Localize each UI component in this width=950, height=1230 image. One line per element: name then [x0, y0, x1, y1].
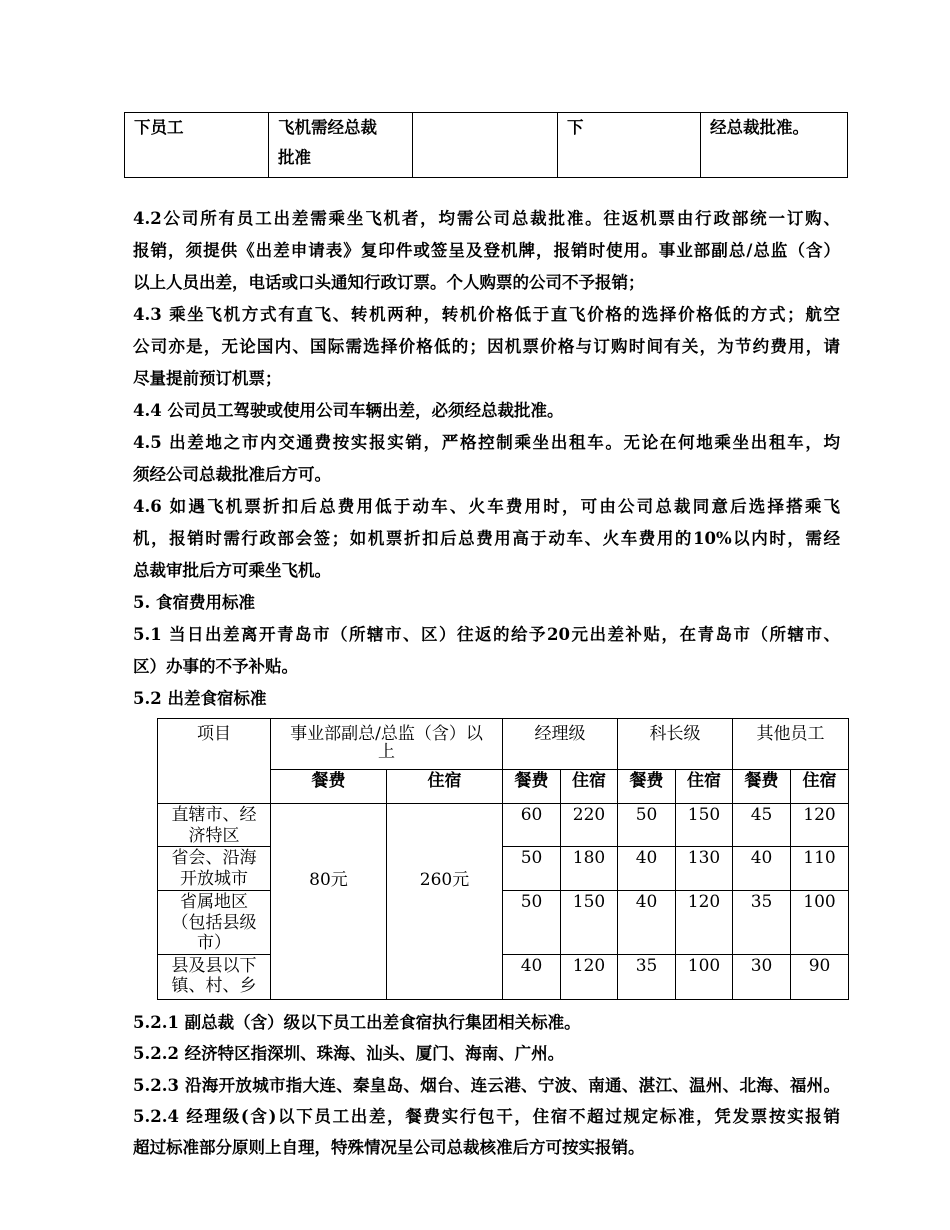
cell-text: 飞机需经总裁 — [278, 118, 377, 137]
clause-5-2-1-line: 5.2.1 副总裁（含）级以下员工出差食宿执行集团相关标准。 — [133, 1013, 581, 1032]
region-label: （包括县级 — [171, 912, 257, 933]
table-row — [125, 113, 848, 178]
header-manager: 经理级 — [503, 719, 618, 770]
clause-4-4-line: 4.4 公司员工驾驶或使用公司车辆出差，必须经总裁批准。 — [133, 401, 564, 420]
other-lodging-value: 90 — [791, 954, 849, 999]
section-chief-meal-value: 40 — [618, 847, 676, 891]
clause-5-2-heading: 5.2 出差食宿标准 — [133, 689, 267, 708]
clause-5-2-notes-block — [133, 1007, 840, 1163]
section-5-heading: 5. 食宿费用标准 — [133, 593, 255, 612]
cell-text: 经总裁批准。 — [710, 118, 809, 137]
cell-text: 下员工 — [134, 118, 184, 137]
region-label: 直辖市、经 — [171, 805, 257, 825]
region-label: 县及县以下 — [171, 955, 257, 976]
section-chief-lodging-value: 150 — [676, 804, 733, 847]
table-row — [158, 954, 849, 999]
other-lodging-value: 120 — [791, 804, 849, 847]
other-meal-value: 30 — [733, 954, 791, 999]
header-section-chief: 科长级 — [618, 719, 733, 770]
clause-4-6-line: 机，报销时需行政部会签；如机票折扣后总费用高于动车、火车费用的10%以内时，需经 — [133, 529, 840, 548]
other-lodging-value: 110 — [791, 847, 849, 891]
clause-4-3-line: 尽量提前预订机票； — [133, 369, 282, 388]
manager-meal-value: 40 — [503, 954, 561, 999]
other-meal-value: 35 — [733, 891, 791, 955]
manager-lodging-value: 180 — [561, 847, 618, 891]
clause-4-2-line: 报销，须提供《出差申请表》复印件或签呈及登机牌，报销时使用。事业部副总/总监（含） — [133, 241, 840, 260]
manager-meal-value: 50 — [503, 891, 561, 955]
region-label: 省属地区 — [180, 892, 248, 912]
table-row — [158, 804, 849, 847]
vp-lodging-value: 260元 — [387, 804, 503, 1000]
clause-5-2-2-line: 5.2.2 经济特区指深圳、珠海、汕头、厦门、海南、广州。 — [133, 1044, 565, 1064]
table-cell-empty — [413, 113, 558, 178]
clause-4-5-line: 4.5 出差地之市内交通费按实报实销，严格控制乘坐出租车。无论在何地乘坐出租车，均 — [133, 433, 840, 452]
clauses-text-block — [133, 203, 840, 715]
clause-4-6-line: 总裁审批后方可乘坐飞机。 — [133, 561, 331, 580]
table-cell — [269, 113, 413, 178]
header-lodging: 住宿 — [676, 770, 733, 804]
meal-lodging-standards-table — [157, 718, 849, 1000]
manager-meal-value: 60 — [503, 804, 561, 847]
vp-meal-value: 80元 — [271, 804, 387, 1000]
clause-4-2-line: 4.2公司所有员工出差需乘坐飞机者，均需公司总裁批准。往返机票由行政部统一订购、 — [133, 209, 840, 228]
section-chief-lodging-value: 130 — [676, 847, 733, 891]
header-lodging: 住宿 — [561, 770, 618, 804]
clause-4-5-line: 须经公司总裁批准后方可。 — [133, 465, 331, 484]
clause-5-2-4-line: 5.2.4 经理级(含)以下员工出差，餐费实行包干，住宿不超过规定标准，凭发票按实报销 — [133, 1106, 840, 1126]
header-lodging: 住宿 — [387, 770, 503, 804]
table-row — [158, 891, 849, 955]
region-label: 镇、村、乡 — [171, 976, 257, 996]
table-cell — [701, 113, 848, 178]
section-chief-meal-value: 50 — [618, 804, 676, 847]
header-meal: 餐费 — [503, 770, 561, 804]
manager-lodging-value: 220 — [561, 804, 618, 847]
other-meal-value: 45 — [733, 804, 791, 847]
header-meal: 餐费 — [271, 770, 387, 804]
region-cell — [158, 847, 271, 891]
table-cell — [125, 113, 269, 178]
region-label: 济特区 — [188, 825, 240, 846]
clause-4-3-line: 4.3 乘坐飞机方式有直飞、转机两种，转机价格低于直飞价格的选择价格低的方式；航空 — [133, 305, 840, 324]
header-other-staff: 其他员工 — [733, 719, 849, 770]
header-meal: 餐费 — [618, 770, 676, 804]
clause-4-6-line: 4.6 如遇飞机票折扣后总费用低于动车、火车费用时，可由公司总裁同意后选择搭乘飞 — [133, 497, 840, 516]
manager-lodging-value: 150 — [561, 891, 618, 955]
region-cell — [158, 954, 271, 999]
cell-text: 批准 — [278, 148, 311, 167]
other-meal-value: 40 — [733, 847, 791, 891]
header-vp-director-label: 事业部副总/总监（含）以 — [290, 724, 483, 744]
clause-5-1-line: 区）办事的不予补贴。 — [133, 657, 298, 676]
continued-approval-table — [124, 112, 848, 178]
table-header-row — [158, 719, 849, 770]
manager-lodging-value: 120 — [561, 954, 618, 999]
header-meal: 餐费 — [733, 770, 791, 804]
section-chief-lodging-value: 120 — [676, 891, 733, 955]
region-label: 省会、沿海 — [171, 848, 257, 868]
section-chief-lodging-value: 100 — [676, 954, 733, 999]
region-label: 开放城市 — [180, 868, 248, 889]
section-chief-meal-value: 35 — [618, 954, 676, 999]
other-lodging-value: 100 — [791, 891, 849, 955]
header-vp-director — [271, 719, 503, 770]
clause-5-2-3-line: 5.2.3 沿海开放城市指大连、秦皇岛、烟台、连云港、宁波、南通、湛江、温州、北海、福州。 — [133, 1075, 840, 1095]
header-item-label: 项目 — [197, 724, 231, 744]
section-chief-meal-value: 40 — [618, 891, 676, 955]
region-cell — [158, 804, 271, 847]
header-lodging: 住宿 — [791, 770, 849, 804]
clause-5-2-4-line: 超过标准部分原则上自理，特殊情况呈公司总裁核准后方可按实报销。 — [133, 1138, 645, 1158]
header-vp-director-label: 上 — [378, 742, 395, 762]
table-cell — [558, 113, 701, 178]
clause-4-3-line: 公司亦是，无论国内、国际需选择价格低的；因机票价格与订购时间有关，为节约费用，请 — [133, 337, 840, 356]
region-cell — [158, 891, 271, 955]
header-item — [158, 719, 271, 804]
clause-4-2-line: 以上人员出差，电话或口头通知行政订票。个人购票的公司不予报销； — [133, 273, 645, 292]
clause-5-1-line: 5.1 当日出差离开青岛市（所辖市、区）往返的给予20元出差补贴，在青岛市（所辖市、 — [133, 625, 840, 644]
region-label: 市） — [197, 933, 231, 953]
table-row — [158, 847, 849, 891]
cell-text: 下 — [567, 118, 584, 137]
manager-meal-value: 50 — [503, 847, 561, 891]
